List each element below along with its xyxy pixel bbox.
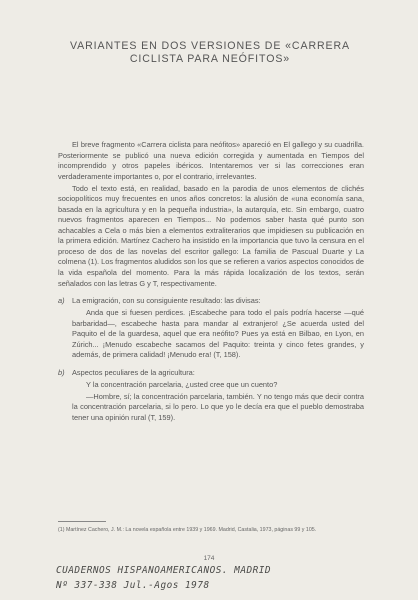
quote-b-line-1: Y la concentración parcelaria, ¿usted cree que un cuento? xyxy=(86,379,278,389)
handwritten-annotation-line-2: Nº 337-338 Jul.-Agos 1978 xyxy=(56,580,210,591)
list-item-b xyxy=(58,368,364,379)
quote-a: Anda que si fuesen perdices. ¡Escabeche para todo el país podría hacerse —qué barbaridad—, escabeche hasta para mandar al extranjero! ¿Se acuerda usted del Paquito el de la guardesa, aquel que era neófito? Pues ya está en Bilbao, en Lyon, en Zúrich... ¡Menudo escabeche sacamos del Paquito: treinta y cinco fetes grandes, y además, de primera calidad! ¡Menudo era! (T, 158). xyxy=(72,307,364,360)
title-line-2: CICLISTA PARA NEÓFITOS» xyxy=(129,53,291,65)
paragraph-context: Todo el texto está, en realidad, basado en la parodia de unos elementos de clichés sociopolíticos muy frecuentes en unos años concretos: la alusión de «una economía sana, basada en la agricultura y en la pequeña industria», la autarquía, etc. Sin embargo, cuatro nuevos fragmentos aparecen en Tiempos... No podemos saber hasta qué punto son achacables a Cela o más bien a elementos extraliterarios que impidiesen su publicación en la primera edición. Martínez Cachero ha insistido en la importancia que tuvo la censura en el proceso de dos de las novelas del escritor gallego: La familia de Pascual Duarte y La colmena (1). Los fragmentos aludidos son los que se refieren a varios aspectos conocidos de la vida española del momento. Para la más rápida localización de los textos, serán señalados con las letras G y T, respectivamente. xyxy=(58,183,364,288)
item-b-label: b) xyxy=(58,367,65,377)
page-number: 174 xyxy=(203,555,215,562)
title-line-1: VARIANTES EN DOS VERSIONES DE «CARRERA xyxy=(69,40,351,52)
article-body xyxy=(58,140,364,425)
quote-b-line-2: —Hombre, sí; la concentración parcelaria, también. Y no tengo más que decir contra la concentración parcelaria, si lo pero. Lo que yo le decía era que el pueblo demostraba tener una opinión rural (T, 159). xyxy=(72,391,364,422)
item-b-text: Aspectos peculiares de la agricultura: xyxy=(72,367,195,377)
list-item-a xyxy=(58,296,364,307)
footnote-divider xyxy=(58,521,106,522)
footnote: (1) Martínez Cachero, J. M.: La novela española entre 1939 y 1969. Madrid, Castalia, 1973, páginas 99 y 105. xyxy=(58,527,317,533)
page-title xyxy=(60,40,360,66)
handwritten-annotation-line-1: CUADERNOS HISPANOAMERICANOS. MADRID xyxy=(56,565,272,576)
item-a-label: a) xyxy=(58,296,65,306)
item-a-text: La emigración, con su consiguiente resultado: las divisas: xyxy=(72,296,261,306)
paragraph-intro: El breve fragmento «Carrera ciclista para neófitos» apareció en El gallego y su cuadrilla. Posteriormente se publicó una nueva edición corregida y aumentada en Tiempos del incomprendido y otros papeles ibéricos. Intentaremos ver si las correcciones eran verdaderamente importantes o, por el contrario, irrelevantes. xyxy=(58,140,364,181)
